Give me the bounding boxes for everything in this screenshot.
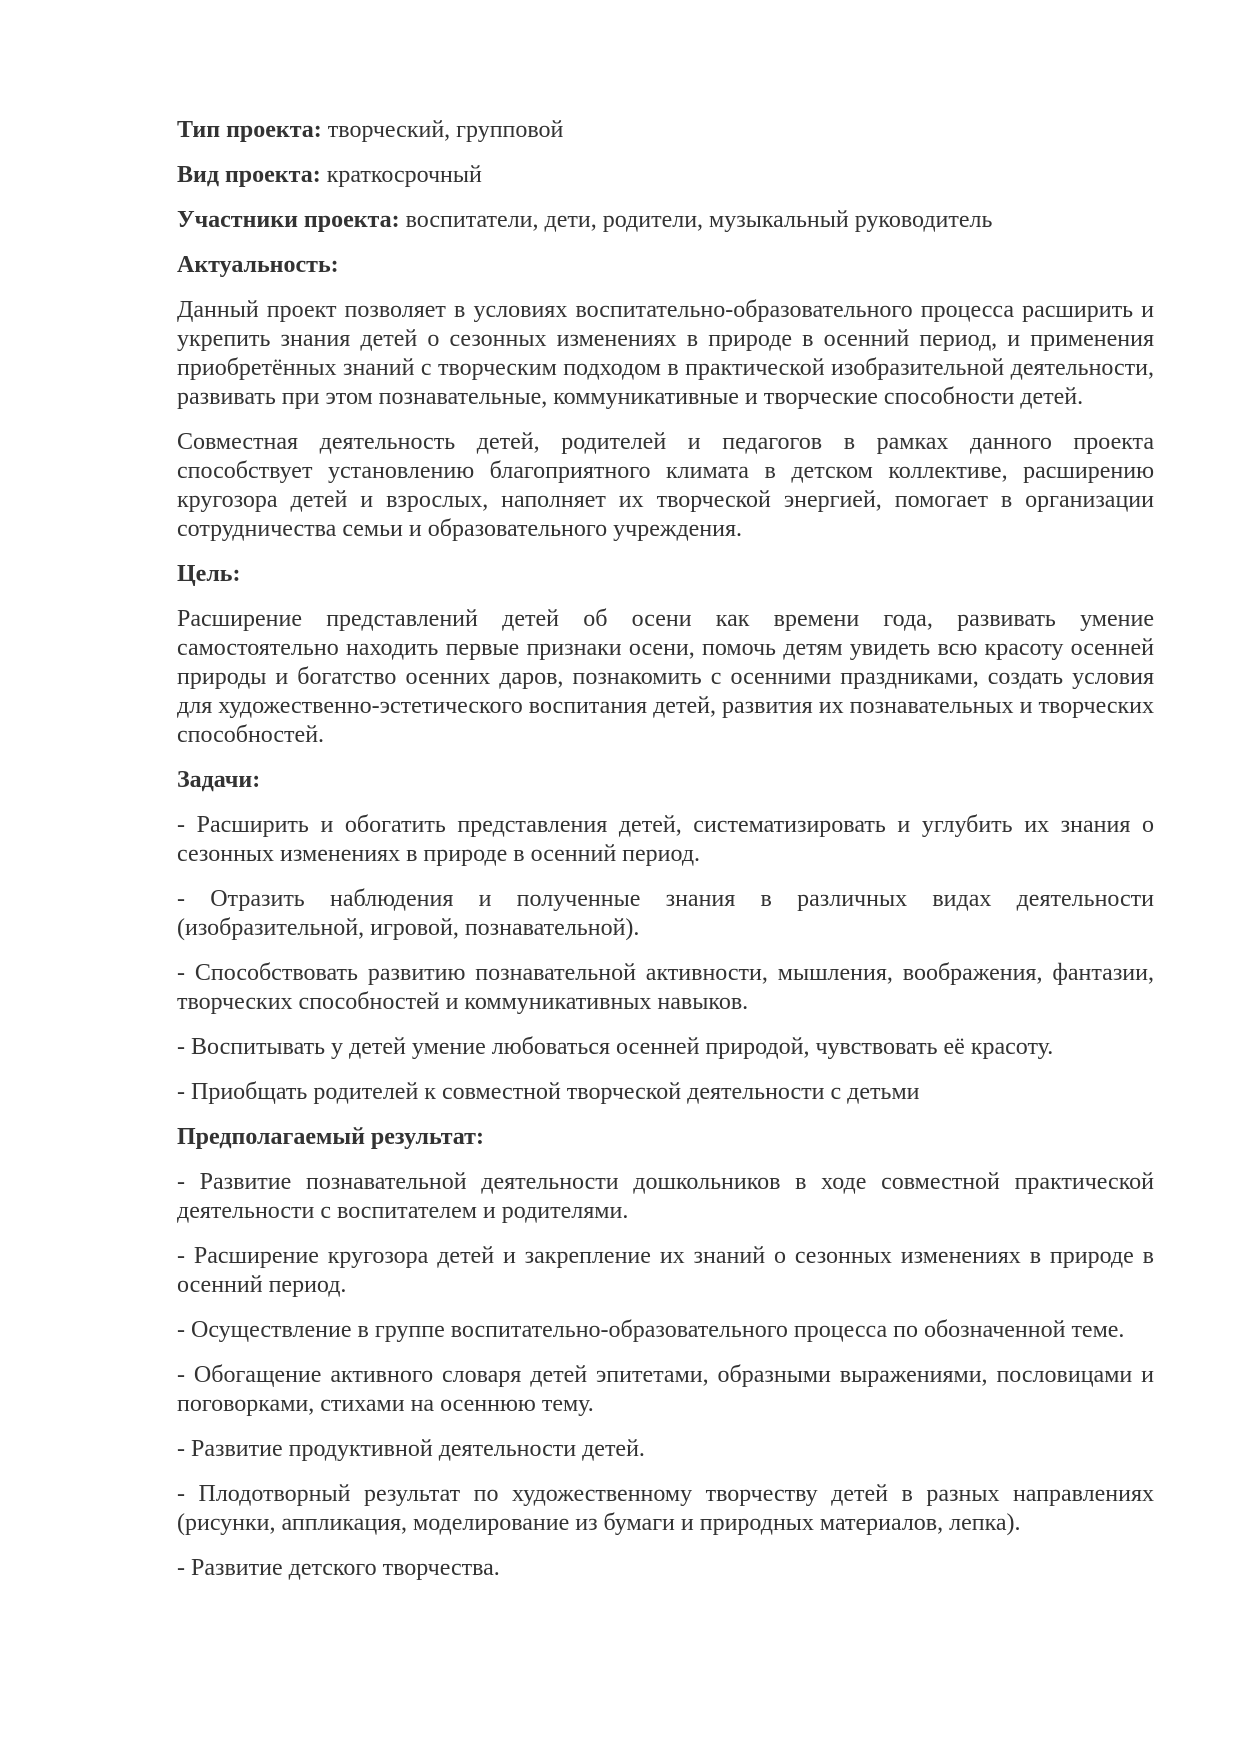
tasks-heading: Задачи: [177,767,261,793]
project-kind-label: Вид проекта: [177,162,321,188]
result-item: - Развитие познавательной деятельности дошкольников в ходе совместной практической деятельности с воспитателем и родителями. [177,1169,1154,1224]
task-item: - Отразить наблюдения и полученные знания в различных видах деятельности (изобразительной, игровой, познавательной). [177,886,1154,941]
result-item: - Развитие детского творчества. [177,1555,500,1581]
goal-paragraph: Расширение представлений детей об осени как времени года, развивать умение самостоятельно находить первые признаки осени, помочь детям увидеть всю красоту осенней природы и богатство осенних даров, познакомить с осенними праздниками, создать условия для художественно-эстетического воспитания детей, развития их познавательных и творческих способностей. [177,606,1154,748]
project-participants-value: воспитатели, дети, родители, музыкальный руководитель [399,207,993,233]
relevance-heading: Актуальность: [177,252,339,278]
relevance-paragraph-1: Данный проект позволяет в условиях воспитательно-образовательного процесса расширить и укрепить знания детей о сезонных изменениях в природе в осенний период, и применения приобретённых знаний с творческим подходом в практической изобразительной деятельности, развивать при этом познавательные, коммуникативные и творческие способности детей. [177,297,1154,410]
project-kind-value: краткосрочный [320,162,482,188]
project-kind-line [177,161,1154,190]
task-item: - Приобщать родителей к совместной творческой деятельности с детьми [177,1079,920,1105]
relevance-paragraph-2: Совместная деятельность детей, родителей и педагогов в рамках данного проекта способствует установлению благоприятного климата в детском коллективе, расширению кругозора детей и взрослых, наполняет их творческой энергией, помогает в организации сотрудничества семьи и образовательного учреждения. [177,429,1154,542]
project-type-line [177,116,1154,145]
result-item: - Расширение кругозора детей и закрепление их знаний о сезонных изменениях в природе в осенний период. [177,1243,1154,1298]
goal-heading: Цель: [177,561,241,587]
result-item: - Развитие продуктивной деятельности детей. [177,1436,645,1462]
project-participants-line [177,206,1154,235]
task-item: - Расширить и обогатить представления детей, систематизировать и углубить их знания о сезонных изменениях в природе в осенний период. [177,812,1154,867]
project-participants-label: Участники проекта: [177,207,400,233]
project-type-value: творческий, групповой [321,117,564,143]
task-item: - Воспитывать у детей умение любоваться осенней природой, чувствовать её красоту. [177,1034,1054,1060]
results-heading: Предполагаемый результат: [177,1124,484,1150]
project-type-label: Тип проекта: [177,117,322,143]
task-item: - Способствовать развитию познавательной активности, мышления, воображения, фантазии, творческих способностей и коммуникативных навыков. [177,960,1154,1015]
result-item: - Осуществление в группе воспитательно-образовательного процесса по обозначенной теме. [177,1317,1125,1343]
result-item: - Плодотворный результат по художественному творчеству детей в разных направлениях (рисунки, аппликация, моделирование из бумаги и природных материалов, лепка). [177,1481,1154,1536]
result-item: - Обогащение активного словаря детей эпитетами, образными выражениями, пословицами и поговорками, стихами на осеннюю тему. [177,1362,1154,1417]
